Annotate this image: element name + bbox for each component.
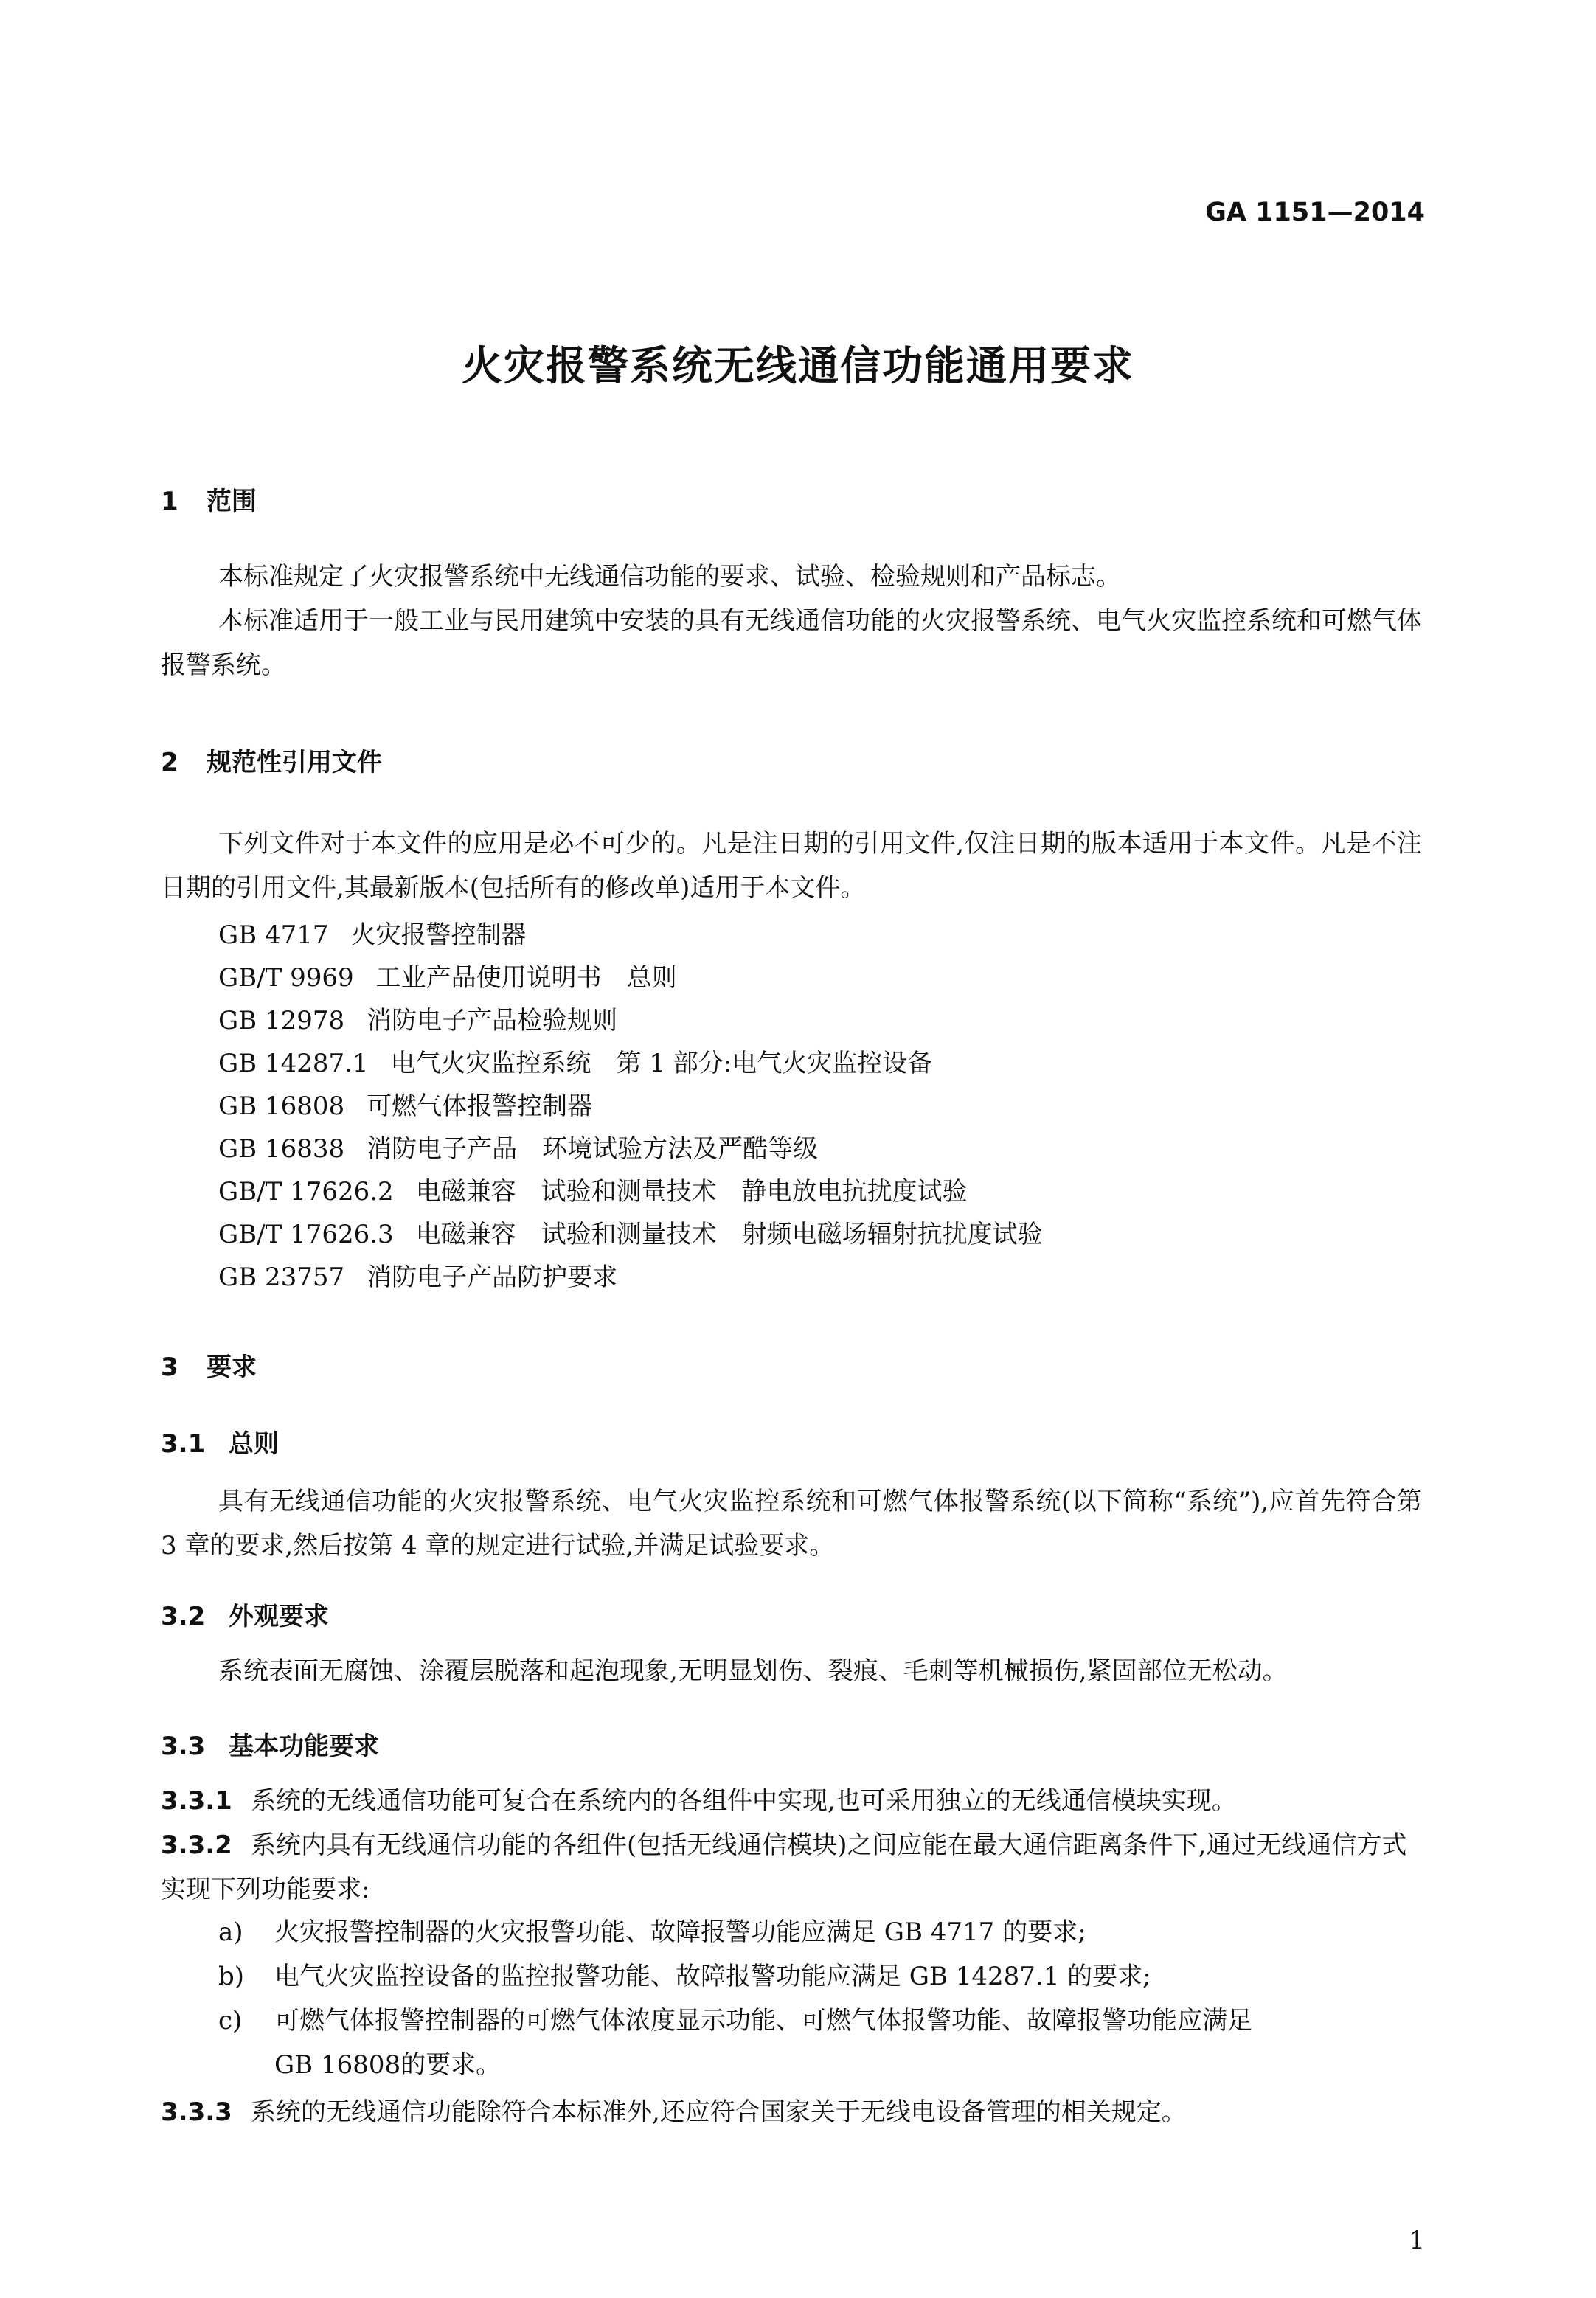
subsection-3-1-text: 具有无线通信功能的火灾报警系统、电气火灾监控系统和可燃气体报警系统(以下简称“系统”),应首先符合第 3 章的要求,然后按第 4 章的规定进行试验,并满足试验要求。: [161, 1487, 1422, 1561]
clause-text: 系统的无线通信功能可复合在系统内的各组件中实现,也可采用独立的无线通信模块实现。: [251, 1786, 1237, 1816]
reference-code: GB/T 9969: [218, 963, 354, 993]
reference-code: GB 14287.1: [218, 1049, 369, 1078]
reference-item: [218, 914, 526, 951]
list-item: [218, 1910, 1422, 1954]
subsection-title: 外观要求: [229, 1602, 329, 1631]
reference-title: 可燃气体报警控制器: [367, 1091, 593, 1121]
reference-title: 电磁兼容 试验和测量技术 静电放电抗扰度试验: [415, 1177, 968, 1207]
list-item: [218, 1999, 1422, 2087]
list-item-text: 可燃气体报警控制器的可燃气体浓度显示功能、可燃气体报警功能、故障报警功能应满足: [274, 2006, 1252, 2035]
reference-item: [218, 1128, 818, 1164]
reference-title: 消防电子产品 环境试验方法及严酷等级: [367, 1134, 819, 1164]
reference-code: GB 16838: [218, 1134, 345, 1164]
reference-item: [218, 1257, 617, 1293]
clause-number: 3.3.1: [161, 1786, 232, 1816]
section-3-heading: [161, 1347, 257, 1383]
list-item-continuation: GB 16808的要求。: [274, 2050, 502, 2080]
section-1-heading: [161, 481, 257, 517]
subsection-title: 总则: [229, 1429, 279, 1459]
reference-title: 消防电子产品防护要求: [367, 1263, 618, 1292]
reference-item: [218, 1000, 617, 1036]
clause-text: 系统内具有无线通信功能的各组件(包括无线通信模块)之间应能在最大通信距离条件下,通过无线通信方式实现下列功能要求:: [161, 1830, 1407, 1904]
subsection-3-2-text: 系统表面无腐蚀、涂覆层脱落和起泡现象,无明显划伤、裂痕、毛刺等机械损伤,紧固部位无松动。: [218, 1656, 1288, 1686]
document-title: 火灾报警系统无线通信功能通用要求: [461, 342, 1134, 389]
subsection-number: 3.2: [161, 1602, 206, 1631]
reference-item: [218, 957, 677, 993]
section-number: 2: [161, 748, 178, 777]
section-1-paragraph-2: 本标准适用于一般工业与民用建筑中安装的具有无线通信功能的火灾报警系统、电气火灾监控系统和可燃气体报警系统。: [161, 606, 1422, 680]
list-item-text: 电气火灾监控设备的监控报警功能、故障报警功能应满足 GB 14287.1 的要求;: [274, 1962, 1151, 1991]
section-title: 要求: [207, 1353, 257, 1382]
reference-code: GB/T 17626.2: [218, 1177, 394, 1207]
reference-item: [218, 1043, 932, 1079]
section-2-intro: 下列文件对于本文件的应用是必不可少的。凡是注日期的引用文件,仅注日期的版本适用于本文件。凡是不注日期的引用文件,其最新版本(包括所有的修改单)适用于本文件。: [161, 829, 1422, 903]
list-marker: a): [218, 1917, 243, 1947]
subsection-number: 3.1: [161, 1429, 206, 1459]
reference-code: GB/T 17626.3: [218, 1220, 394, 1249]
standard-number: GA 1151—2014: [1205, 198, 1425, 227]
reference-title: 火灾报警控制器: [350, 920, 527, 950]
subsection-title: 基本功能要求: [229, 1732, 379, 1761]
reference-item: [218, 1171, 968, 1207]
list-marker: b): [218, 1962, 245, 1991]
reference-title: 消防电子产品检验规则: [367, 1006, 618, 1035]
reference-code: GB 12978: [218, 1006, 345, 1035]
section-2-heading: [161, 742, 382, 778]
clause-text: 系统的无线通信功能除符合本标准外,还应符合国家关于无线电设备管理的相关规定。: [251, 2097, 1187, 2127]
subsection-3-1-heading: [161, 1423, 279, 1459]
subsection-3-2-heading: [161, 1596, 329, 1632]
clause-number: 3.3.2: [161, 1830, 232, 1860]
section-title: 规范性引用文件: [207, 748, 382, 777]
page-number: 1: [1409, 2226, 1425, 2255]
reference-title: 电磁兼容 试验和测量技术 射频电磁场辐射抗扰度试验: [415, 1220, 1043, 1249]
reference-title: 电气火灾监控系统 第 1 部分:电气火灾监控设备: [390, 1049, 933, 1078]
section-1-paragraph-1: 本标准规定了火灾报警系统中无线通信功能的要求、试验、检验规则和产品标志。: [218, 562, 1121, 591]
list-marker: c): [218, 2006, 243, 2035]
section-number: 1: [161, 487, 178, 516]
section-number: 3: [161, 1353, 178, 1382]
list-item: [218, 1954, 1422, 1999]
clause-3-3-3: [161, 2090, 1422, 2134]
list-item-text: 火灾报警控制器的火灾报警功能、故障报警功能应满足 GB 4717 的要求;: [274, 1917, 1086, 1947]
section-title: 范围: [207, 487, 257, 516]
clause-3-3-1: [161, 1779, 1422, 1823]
subsection-number: 3.3: [161, 1732, 206, 1761]
reference-code: GB 23757: [218, 1263, 345, 1292]
reference-item: [218, 1214, 1043, 1250]
subsection-3-3-heading: [161, 1726, 379, 1762]
clause-3-3-2: [161, 1823, 1422, 1912]
reference-title: 工业产品使用说明书 总则: [375, 963, 677, 993]
reference-item: [218, 1086, 592, 1122]
reference-code: GB 16808: [218, 1091, 345, 1121]
reference-code: GB 4717: [218, 920, 329, 950]
clause-number: 3.3.3: [161, 2097, 232, 2127]
